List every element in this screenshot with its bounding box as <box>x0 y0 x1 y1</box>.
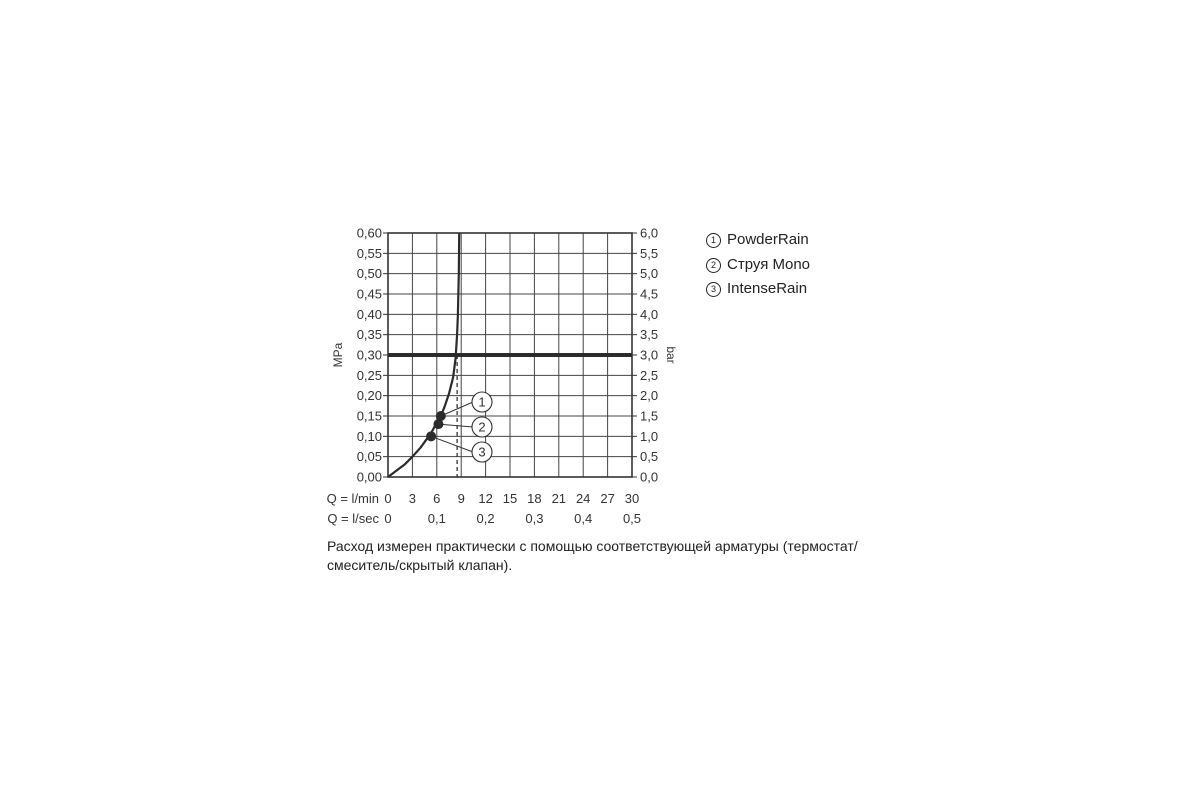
y-right-tick-label: 0,5 <box>640 449 659 465</box>
y-left-tick-label: 0,45 <box>356 286 382 302</box>
y-right-tick-label: 1,0 <box>640 428 659 444</box>
y-left-tick-label: 0,00 <box>356 469 382 485</box>
x-tick-label: 15 <box>502 491 518 506</box>
y-right-tick-label: 5,0 <box>640 266 659 282</box>
circled-number-icon: 1 <box>706 233 721 248</box>
y-right-tick-label: 1,5 <box>640 408 659 424</box>
y-left-tick-label: 0,50 <box>356 266 382 282</box>
x-secondary-tick-label: 0,2 <box>476 511 495 526</box>
callout-number: 2 <box>478 419 486 435</box>
y-left-tick-label: 0,15 <box>356 408 382 424</box>
y-left-tick-label: 0,20 <box>356 388 382 404</box>
y-left-tick-label: 0,40 <box>356 306 382 322</box>
x-tick-label: 12 <box>478 491 493 506</box>
y-right-tick-label: 2,5 <box>640 367 659 383</box>
y-left-tick-label: 0,10 <box>356 428 382 444</box>
x-tick-label: 27 <box>600 491 615 506</box>
y-left-tick-label: 0,55 <box>356 245 382 261</box>
circled-number-icon: 3 <box>706 282 721 297</box>
x-secondary-tick-label: 0 <box>384 511 392 526</box>
legend-label: IntenseRain <box>727 280 808 297</box>
y-left-tick-label: 0,05 <box>356 449 382 465</box>
x-secondary-axis-label: Q = l/sec <box>327 511 379 526</box>
data-point <box>433 419 443 429</box>
y-right-tick-label: 5,5 <box>640 245 659 261</box>
y-right-tick-label: 4,0 <box>640 306 659 322</box>
y-left-axis-label: MPa <box>331 342 345 368</box>
y-left-tick-label: 0,60 <box>356 225 382 241</box>
callout-leader-line <box>431 436 473 452</box>
callout-leader-line <box>438 424 473 427</box>
x-tick-label: 6 <box>433 491 441 506</box>
y-left-tick-label: 0,25 <box>356 367 382 383</box>
x-tick-label: 21 <box>551 491 567 506</box>
circled-number-icon: 2 <box>706 258 721 273</box>
legend-item-2 <box>706 253 810 278</box>
x-tick-label: 18 <box>527 491 542 506</box>
data-point <box>426 431 436 441</box>
y-right-tick-label: 0,0 <box>640 469 659 485</box>
legend-label: PowderRain <box>727 231 809 248</box>
legend-item-3 <box>706 277 810 302</box>
y-right-tick-label: 3,5 <box>640 327 659 343</box>
chart-legend <box>706 228 810 302</box>
y-left-tick-label: 0,30 <box>356 347 382 363</box>
y-right-tick-label: 2,0 <box>640 388 659 404</box>
x-secondary-tick-label: 0,5 <box>622 511 642 526</box>
callout-number: 3 <box>478 444 486 460</box>
x-tick-label: 9 <box>457 491 465 506</box>
x-secondary-tick-label: 0,4 <box>574 511 593 526</box>
y-right-tick-label: 3,0 <box>640 347 659 363</box>
chart-caption: Расход измерен практически с помощью соответствующей арматуры (термостат/смеситель/скрытый клапан). <box>327 538 858 573</box>
callout-number: 1 <box>478 394 486 410</box>
y-right-tick-label: 6,0 <box>640 225 659 241</box>
x-secondary-tick-label: 0,3 <box>525 511 544 526</box>
x-secondary-tick-label: 0,1 <box>427 511 446 526</box>
y-right-axis-label: bar <box>664 346 678 364</box>
legend-label: Струя Mono <box>727 255 811 273</box>
x-tick-label: 3 <box>408 491 417 506</box>
x-tick-label: 24 <box>575 491 591 506</box>
x-tick-label: 0 <box>384 491 392 506</box>
legend-item-1 <box>706 228 810 253</box>
x-axis-label: Q = l/min <box>326 491 379 506</box>
y-right-tick-label: 4,5 <box>640 286 659 302</box>
y-left-tick-label: 0,35 <box>356 327 382 343</box>
x-tick-label: 30 <box>624 491 640 506</box>
